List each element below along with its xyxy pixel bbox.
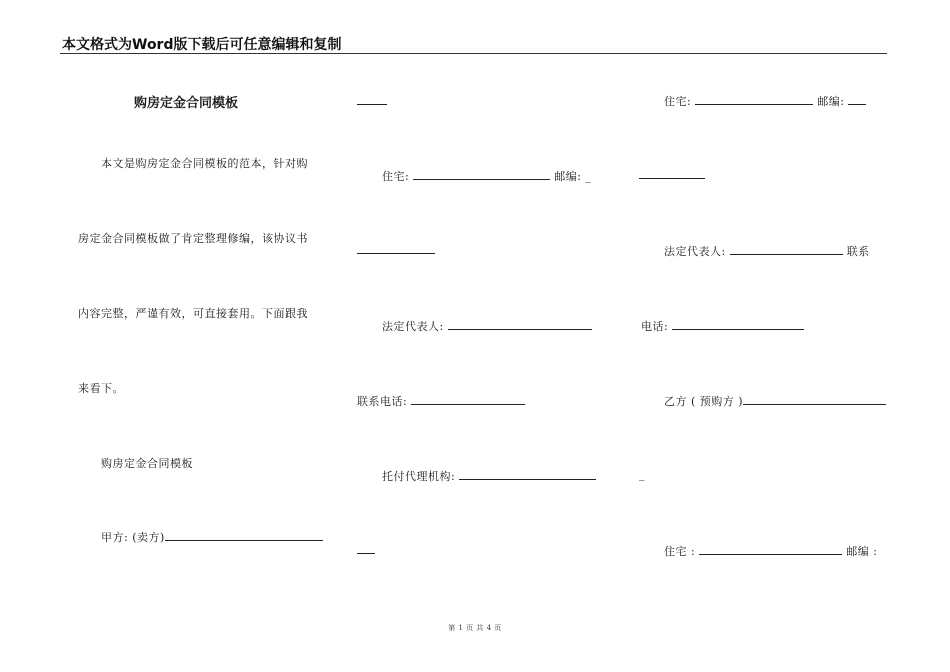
- col3-address-blank-2: [699, 544, 842, 555]
- col2-address-blank: [413, 169, 550, 180]
- col2-agency-label: 托付代理机构:: [382, 470, 456, 483]
- col3-address-line-1: [664, 93, 866, 109]
- col3-address-label-2: 住宅 :: [664, 545, 696, 558]
- col3-legal-rep-label: 法定代表人:: [664, 245, 726, 258]
- col2-legal-rep-line: [382, 318, 592, 334]
- col3-address-line-2: [664, 543, 877, 559]
- col2-agency-line: [382, 468, 596, 484]
- intro-line-3: 内容完整，严谨有效，可直接套用。下面跟我: [78, 307, 308, 320]
- col3-postcode-blank-1: [848, 94, 866, 105]
- intro-line-2: 房定金合同模板做了肯定整理修编，该协议书: [78, 232, 308, 245]
- intro-line-4: 来看下。: [78, 382, 124, 395]
- col2-phone-blank: [411, 394, 525, 405]
- party-a-label: 甲方: (卖方): [101, 531, 165, 544]
- col3-phone-blank: [672, 319, 804, 330]
- col2-blank-top: [357, 104, 387, 105]
- col3-postcode-label-1: 邮编:: [817, 95, 845, 108]
- party-a-blank: [165, 530, 323, 541]
- col2-blank-mid: [357, 253, 435, 254]
- col2-agency-blank: [459, 469, 596, 480]
- col3-postcode-label-2: 邮编 :: [846, 545, 878, 558]
- col3-party-b-label: 乙方 ( 预购方 ): [664, 395, 744, 408]
- col2-postcode-label: 邮编: _: [554, 170, 592, 183]
- col3-contact-label: 联系: [846, 245, 870, 258]
- col2-legal-rep-blank: [448, 319, 592, 330]
- col2-blank-bottom: [357, 553, 375, 554]
- header-rule: [60, 53, 887, 54]
- document-title: 购房定金合同模板: [134, 96, 239, 111]
- col3-address-label-1: 住宅:: [664, 95, 692, 108]
- col2-legal-rep-label: 法定代表人:: [382, 320, 444, 333]
- col3-phone-label: 电话:: [641, 320, 669, 333]
- col3-address-blank-1: [695, 94, 813, 105]
- col2-phone-line: [357, 393, 525, 409]
- col3-legal-rep-blank: [730, 244, 843, 255]
- col3-phone-line: [641, 318, 804, 334]
- intro-line-1: 本文是购房定金合同模板的范本，针对购: [101, 157, 308, 170]
- party-a-line: [101, 529, 323, 545]
- col2-phone-label: 联系电话:: [357, 395, 408, 408]
- col3-party-b-blank: [743, 394, 886, 405]
- col3-blank-a: [639, 178, 705, 179]
- col3-party-b-line: [664, 393, 886, 409]
- col3-underscore: _: [639, 468, 645, 481]
- page-number: 第 1 页 共 4 页: [448, 624, 502, 632]
- col2-address-label: 住宅:: [382, 170, 410, 183]
- col3-legal-rep-line: [664, 243, 870, 259]
- document-header: 本文格式为Word版下载后可任意编辑和复制: [62, 37, 342, 53]
- contract-subtitle: 购房定金合同模板: [101, 457, 193, 470]
- col2-address-line: [382, 168, 591, 184]
